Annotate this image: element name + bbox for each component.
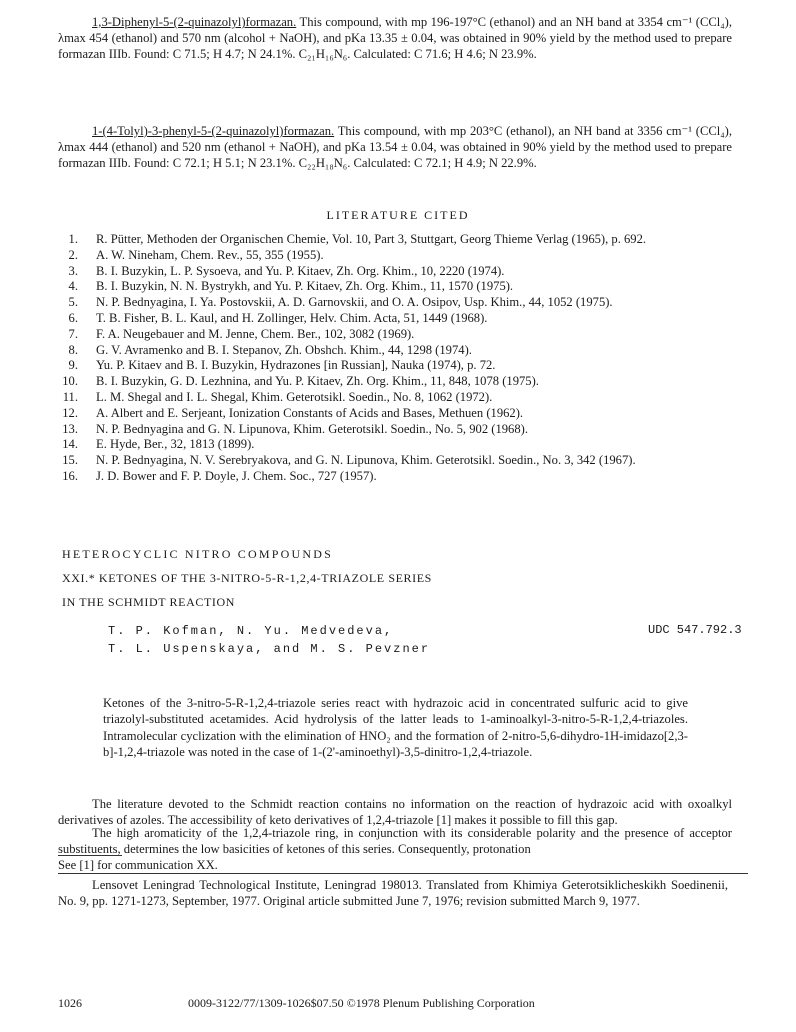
body-paragraph-1-text: The literature devoted to the Schmidt reaction contains no information on the reaction of hydrazoic acid with oxoalkyl derivatives of azoles. The accessibility of keto derivatives of 1,2,4-triazole [1] makes it possible to fill this gap. — [58, 797, 732, 827]
reference-item — [58, 469, 748, 485]
compound-text-1: This compound, with mp 196-197°C (ethanol) and an NH band at 3354 cm⁻¹ (CCl₄), λmax 454 (ethanol) and 570 nm (alcohol + NaOH), and pKa 13.35 ± 0.04, was obtained in 90% yield by the method used to prepare formazan IIIb. Found: C 71.5; H 4.7; N 24.1%. C₂₁H₁₆N₆. Calculated: C 71.6; H 4.6; N 23.9%. — [58, 15, 732, 61]
reference-text: B. I. Buzykin, L. P. Sysoeva, and Yu. P. Kitaev, Zh. Org. Khim., 10, 2220 (1974). — [96, 263, 505, 278]
author-list — [108, 622, 608, 658]
reference-item — [58, 422, 748, 438]
publisher-line: 0009-3122/77/1309-1026$07.50 ©1978 Plenum Publishing Corporation — [188, 996, 535, 1010]
reference-text: F. A. Neugebauer and M. Jenne, Chem. Ber., 102, 3082 (1969). — [96, 326, 415, 341]
literature-cited-heading: LITERATURE CITED — [326, 208, 470, 222]
reference-list — [58, 232, 748, 485]
affiliation-rule — [58, 873, 748, 874]
reference-number: 1. — [68, 232, 78, 246]
reference-number: 5. — [68, 295, 78, 310]
footnote-rule — [58, 855, 122, 856]
authors-line-1: T. P. Kofman, N. Yu. Medvedeva, — [108, 624, 394, 638]
reference-text: A. W. Nineham, Chem. Rev., 55, 355 (1955). — [96, 247, 324, 262]
body-paragraph-1 — [58, 796, 732, 828]
reference-number: 12. — [62, 405, 78, 420]
reference-number: 8. — [68, 342, 78, 357]
udc-code: UDC 547.792.3 — [648, 623, 742, 637]
reference-item — [58, 327, 748, 343]
reference-text: B. I. Buzykin, N. N. Bystrykh, and Yu. P. Kitaev, Zh. Org. Khim., 11, 1570 (1975). — [96, 279, 514, 294]
reference-number: 11. — [62, 389, 78, 404]
body-paragraph-2-text: The high aromaticity of the 1,2,4-triazole ring, in conjunction with its considerable polarity and the presence of acceptor substituents, determines the low basicities of ketones of this series. Consequently, protonation — [58, 826, 732, 856]
affiliation-text: Lensovet Leningrad Technological Institute, Leningrad 198013. Translated from Khimiya Geterotsiklicheskikh Soedinenii, No. 9, pp. 1271-1273, September, 1977. Original article submitted June 7, 1976; revision submitted March 9, 1977. — [58, 878, 728, 908]
reference-number: 14. — [62, 437, 78, 452]
abstract: Ketones of the 3-nitro-5-R-1,2,4-triazole series react with hydrazoic acid in concentrated sulfuric acid to give triazolyl-substituted acetamides. Acid hydrolysis of the latter leads to 1-aminoalkyl-3-nitro-5-R-1,2,4-triazoles. Intramolecular cyclization with the elimination of HNO₂ and the formation of 2-nitro-5,6-dihydro-1H-imidazo[2,3-b]-1,2,4-triazole was noted in the case of 1-(2'-aminoethyl)-3,5-dinitro-1,2,4-triazole. — [103, 695, 688, 760]
reference-item — [58, 279, 748, 295]
reference-number: 6. — [68, 310, 78, 325]
reference-number: 7. — [68, 326, 78, 341]
reference-item — [58, 343, 748, 359]
reference-text: J. D. Bower and F. P. Doyle, J. Chem. Soc., 727 (1957). — [96, 468, 377, 483]
reference-item — [58, 437, 748, 453]
reference-text: T. B. Fisher, B. L. Kaul, and H. Zollinger, Helv. Chim. Acta, 51, 1449 (1968). — [96, 310, 488, 325]
reference-item — [58, 374, 748, 390]
authors-line-2: T. L. Uspenskaya, and M. S. Pevzner — [108, 642, 431, 656]
reference-item — [58, 248, 748, 264]
reference-text: B. I. Buzykin, G. D. Lezhnina, and Yu. P. Kitaev, Zh. Org. Khim., 11, 848, 1078 (1975). — [96, 374, 539, 389]
series-title: HETEROCYCLIC NITRO COMPOUNDS — [62, 547, 333, 561]
reference-item — [58, 295, 748, 311]
reference-number: 4. — [68, 279, 78, 294]
reference-item — [58, 311, 748, 327]
reference-text: Yu. P. Kitaev and B. I. Buzykin, Hydrazones [in Russian], Nauka (1974), p. 72. — [96, 358, 496, 373]
compound-name-2: 1-(4-Tolyl)-3-phenyl-5-(2-quinazolyl)formazan. — [92, 124, 335, 138]
reference-item — [58, 358, 748, 374]
affiliation-note — [58, 877, 728, 909]
reference-number: 3. — [68, 263, 78, 278]
reference-text: E. Hyde, Ber., 32, 1813 (1899). — [96, 437, 255, 452]
compound-name-1: 1,3-Diphenyl-5-(2-quinazolyl)formazan. — [92, 15, 297, 29]
reference-number: 13. — [62, 421, 78, 436]
reference-number: 10. — [62, 374, 78, 389]
compound-paragraph-1 — [58, 14, 732, 62]
reference-item — [58, 264, 748, 280]
reference-item — [58, 406, 748, 422]
reference-number: 16. — [62, 468, 78, 483]
compound-text-2: This compound, with mp 203°C (ethanol), an NH band at 3356 cm⁻¹ (CCl₄), λmax 444 (ethanol) and 520 nm (ethanol + NaOH), and pKa 13.54 ± 0.04, was obtained in 90% yield by the method used to prepare formazan IIIb. Found: C 72.1; H 5.1; N 23.1%. C₂₂H₁₈N₆. Calculated: C 72.1; H 4.9; N 22.9%. — [58, 124, 732, 170]
reference-item — [58, 390, 748, 406]
reference-text: G. V. Avramenko and B. I. Stepanov, Zh. Obshch. Khim., 44, 1298 (1974). — [96, 342, 472, 357]
reference-text: N. P. Bednyagina, N. V. Serebryakova, and G. N. Lipunova, Khim. Geterotsikl. Soedin., No. 3, 342 (1967). — [96, 453, 636, 468]
article-title-line-2: IN THE SCHMIDT REACTION — [62, 595, 236, 609]
reference-text: L. M. Shegal and I. L. Shegal, Khim. Geterotsikl. Soedin., No. 8, 1062 (1972). — [96, 389, 493, 404]
reference-text: A. Albert and E. Serjeant, Ionization Constants of Acids and Bases, Methuen (1962). — [96, 405, 524, 420]
footnote: See [1] for communication XX. — [58, 858, 218, 872]
reference-item — [58, 453, 748, 469]
reference-text: N. P. Bednyagina, I. Ya. Postovskii, A. D. Garnovskii, and O. A. Osipov, Usp. Khim., 44, 1052 (1975). — [96, 295, 613, 310]
reference-item — [58, 232, 748, 248]
reference-text: N. P. Bednyagina and G. N. Lipunova, Khim. Geterotsikl. Soedin., No. 5, 902 (1968). — [96, 421, 528, 436]
body-paragraph-2 — [58, 825, 732, 857]
compound-paragraph-2 — [58, 123, 732, 171]
reference-number: 15. — [62, 453, 78, 468]
article-title-line-1: XXI.* KETONES OF THE 3-NITRO-5-R-1,2,4-TRIAZOLE SERIES — [62, 571, 432, 585]
page-number: 1026 — [58, 996, 82, 1010]
reference-number: 9. — [68, 358, 78, 373]
reference-text: R. Pütter, Methoden der Organischen Chemie, Vol. 10, Part 3, Stuttgart, Georg Thieme Verlag (1965), p. 692. — [96, 232, 647, 246]
reference-number: 2. — [68, 247, 78, 262]
